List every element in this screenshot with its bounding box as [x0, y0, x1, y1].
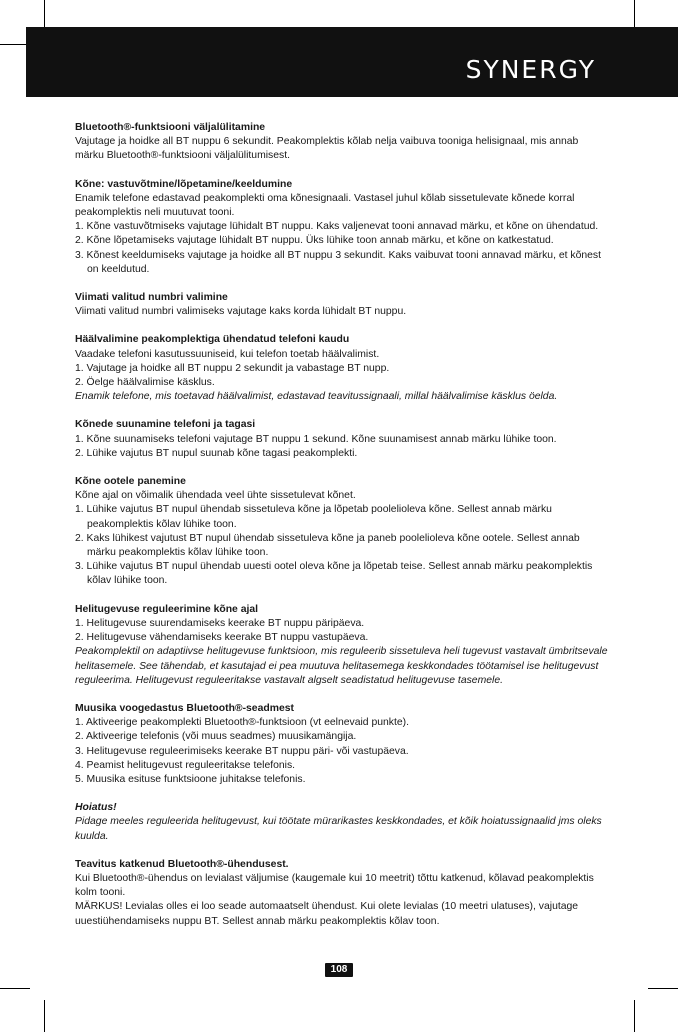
paragraph: Viimati valitud numbri valimiseks vajutage kaks korda lühidalt BT nuppu. — [75, 306, 407, 318]
section-bt-off — [75, 121, 610, 164]
section-disconnect — [75, 858, 610, 929]
list-item: 1. Kõne vastuvõtmiseks vajutage lühidalt BT nuppu. Kaks valjenevat tooni annavad märku, et kõne on ühendatud. — [75, 221, 599, 233]
paragraph: MÄRKUS! Levialas olles ei loo seade automaatselt ühendust. Kui olete levialas (10 meetri ulatuses), vajutage uuestiühendamiseks nuppu BT. Sellest annab märku peakomplektis kõlav toon. — [75, 901, 579, 927]
section-redial — [75, 291, 610, 319]
list-item: 2. Kaks lühikest vajutust BT nupul ühendab sissetuleva kõne ja paneb poolelioleva kõne ootele. Sellest annab märku peakomplektis kõlav lühike toon. — [75, 532, 580, 559]
list-item: 1. Kõne suunamiseks telefoni vajutage BT nuppu 1 sekund. Kõne suunamisest annab märku lühike toon. — [75, 433, 557, 445]
section-heading: Teavitus katkenud Bluetooth®-ühendusest. — [75, 858, 289, 870]
paragraph: Vaadake telefoni kasutussuuniseid, kui telefon toetab häälvalimist. — [75, 348, 380, 360]
section-music-streaming — [75, 702, 610, 787]
list-item: 2. Aktiveerige telefonis (või muus seadmes) muusikamängija. — [75, 731, 357, 743]
list-item: 3. Lühike vajutus BT nupul ühendab uuesti ootel oleva kõne ja lõpetab teise. Sellest annab märku peakomplektis kõlav lühike toon. — [75, 561, 593, 587]
section-heading: Kõne ootele panemine — [75, 476, 186, 488]
section-call-hold — [75, 475, 610, 589]
list-item: 1. Vajutage ja hoidke all BT nuppu 2 sekundit ja vabastage BT nupp. — [75, 362, 390, 374]
list-item: 1. Helitugevuse suurendamiseks keerake BT nuppu päripäeva. — [75, 617, 365, 629]
section-volume — [75, 603, 610, 688]
section-heading: Kõnede suunamine telefoni ja tagasi — [75, 419, 256, 431]
section-heading: Helitugevuse reguleerimine kõne ajal — [75, 603, 259, 615]
crop-mark — [634, 0, 635, 30]
paragraph: Vajutage ja hoidke all BT nuppu 6 sekundit. Peakomplektis kõlab nelja vaibuva tooniga helisignaal, mis annab märku Bluetooth®-funktsiooni väljalülitumisest. — [75, 136, 579, 162]
crop-mark — [44, 1000, 45, 1032]
brand-logo: SYNERGY — [465, 55, 596, 84]
section-heading: Bluetooth®-funktsiooni väljalülitamine — [75, 122, 266, 133]
crop-mark — [0, 988, 30, 989]
list-item: 5. Muusika esituse funktsioone juhitakse telefonis. — [75, 773, 306, 785]
section-heading: Häälvalimine peakomplektiga ühendatud telefoni kaudu — [75, 334, 350, 346]
crop-mark — [648, 988, 678, 989]
crop-mark — [44, 0, 45, 30]
list-item: 4. Peamist helitugevust reguleeritakse telefonis. — [75, 759, 296, 771]
warning-heading: Hoiatus! — [75, 802, 117, 814]
document-body — [75, 121, 610, 943]
list-item: 2. Helitugevuse vähendamiseks keerake BT nuppu vastupäeva. — [75, 632, 369, 644]
section-warning — [75, 801, 610, 844]
page-number: 108 — [325, 963, 353, 977]
list-item: 2. Lühike vajutus BT nupul suunab kõne tagasi peakomplekti. — [75, 447, 358, 459]
section-call-handling — [75, 178, 610, 277]
warning-text: Pidage meeles reguleerida helitugevust, kui töötate mürarikastes keskkondades, et kõik hoiatussignaalid jms oleks kuulda. — [75, 816, 602, 842]
list-item: 2. Öelge häälvalimise käsklus. — [75, 377, 215, 389]
crop-mark — [634, 1000, 635, 1032]
section-heading: Viimati valitud numbri valimine — [75, 292, 228, 304]
note: Enamik telefone, mis toetavad häälvalimist, edastavad teavitussignaali, millal häälvalimise käsklus öelda. — [75, 391, 558, 403]
header-banner — [26, 27, 678, 97]
section-call-transfer — [75, 418, 610, 461]
note: Peakomplektil on adaptiivse helitugevuse funktsioon, mis reguleerib sissetuleva heli tugevust vastavalt ümbritsevale helitasemele. See tähendab, et kasutajad ei pea muutuva helitasemega keskkondades töötamisel ise helitugevust reguleerima. Helitugevust reguleeritakse vastavalt algselt seadistatud helitugevuse tasemele. — [75, 646, 608, 686]
section-voice-dial — [75, 333, 610, 404]
paragraph: Kui Bluetooth®-ühendus on levialast väljumise (kaugemale kui 10 meetrit) tõttu katkenud, kõlavad peakomplektis kolm tooni. — [75, 872, 594, 899]
list-item: 1. Lühike vajutus BT nupul ühendab sissetuleva kõne ja lõpetab poolelioleva kõne. Sellest annab märku peakomplektis kõlav lühike toon. — [75, 504, 552, 530]
list-item: 3. Helitugevuse reguleerimiseks keerake BT nuppu päri- või vastupäeva. — [75, 745, 409, 757]
paragraph: Kõne ajal on võimalik ühendada veel ühte sissetulevat kõnet. — [75, 490, 356, 502]
section-heading: Muusika voogedastus Bluetooth®-seadmest — [75, 702, 294, 714]
section-heading: Kõne: vastuvõtmine/lõpetamine/keeldumine — [75, 178, 293, 190]
list-item: 3. Kõnest keeldumiseks vajutage ja hoidke all BT nuppu 3 sekundit. Kaks vaibuvat tooni annavad märku, et kõnest on keeldutud. — [75, 249, 602, 275]
list-item: 2. Kõne lõpetamiseks vajutage lühidalt BT nuppu. Üks lühike toon annab märku, et kõne on katkestatud. — [75, 235, 554, 247]
paragraph: Enamik telefone edastavad peakomplekti oma kõnesignaali. Vastasel juhul kõlab sissetulevate kõnede korral peakomplektis neli muutuvat tooni. — [75, 192, 575, 219]
list-item: 1. Aktiveerige peakomplekti Bluetooth®-funktsioon (vt eelnevaid punkte). — [75, 717, 409, 729]
